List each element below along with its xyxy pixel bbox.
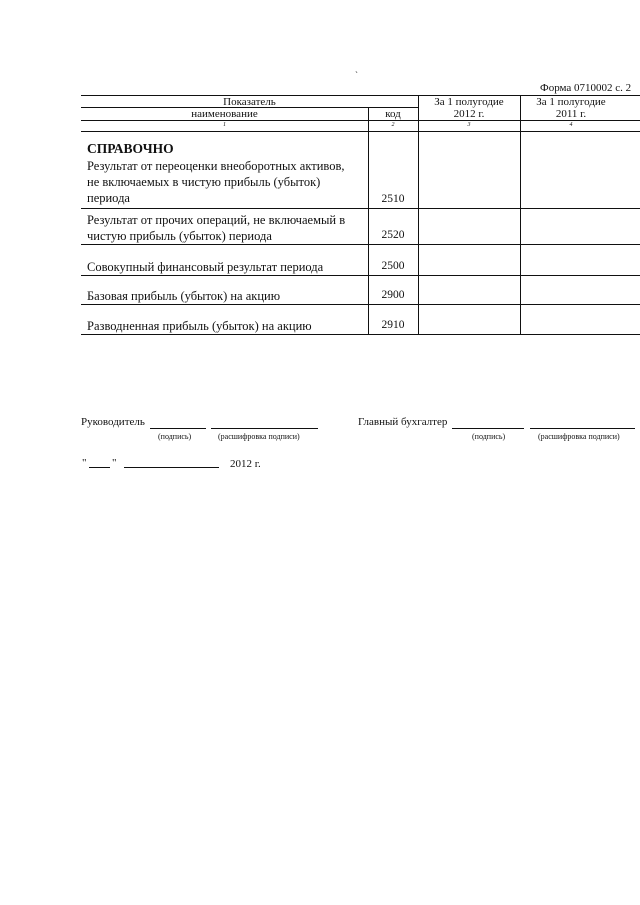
header-period-previous: За 1 полугодие 2011 г. (536, 96, 606, 120)
column-number-2: 2 (391, 122, 395, 128)
column-number-1: 1 (223, 122, 226, 128)
date-quote-open: " (82, 457, 87, 469)
row-2910-code: 2910 (381, 319, 405, 331)
stray-mark: ` (355, 70, 358, 80)
accountant-decoding-caption: (расшифровка подписи) (538, 432, 620, 441)
row-2510-name: Результат от переоценки внеоборотных активов, не включаемых в чистую прибыль (убыток) периода (87, 159, 345, 205)
head-decoding-line (211, 428, 318, 429)
row-2520-name: Результат от прочих операций, не включаемый в чистую прибыль (убыток) периода (87, 213, 346, 243)
date-year: 2012 г. (230, 458, 261, 470)
header-indicator: Показатель (223, 96, 276, 108)
date-quote-close: " (112, 457, 117, 469)
head-decoding-caption: (расшифровка подписи) (218, 432, 300, 441)
header-period-current: За 1 полугодие 2012 г. (434, 96, 504, 120)
accountant-signature-caption: (подпись) (472, 432, 506, 441)
column-number-4: 4 (569, 122, 573, 128)
header-code: код (385, 108, 401, 120)
row-2500-code: 2500 (381, 260, 405, 272)
head-signature-caption: (подпись) (158, 432, 192, 441)
accountant-decoding-line (530, 428, 635, 429)
row-2500-name: Совокупный финансовый результат периода (87, 260, 324, 274)
date-month-line (124, 467, 219, 468)
date-day-line (89, 467, 110, 468)
row-2910-name: Разводненная прибыль (убыток) на акцию (87, 319, 312, 333)
column-number-3: 3 (467, 122, 471, 128)
row-2900-code: 2900 (381, 289, 405, 301)
accountant-signature-line (452, 428, 524, 429)
accountant-label: Главный бухгалтер (358, 416, 448, 428)
head-signature-line (150, 428, 206, 429)
header-name: наименование (191, 108, 258, 120)
row-2510-code: 2510 (381, 193, 405, 205)
row-2900-name: Базовая прибыль (убыток) на акцию (87, 289, 281, 303)
form-code: Форма 0710002 с. 2 (540, 82, 632, 94)
section-title: СПРАВОЧНО (87, 141, 174, 156)
head-label: Руководитель (81, 416, 145, 428)
row-2520-code: 2520 (381, 229, 405, 241)
